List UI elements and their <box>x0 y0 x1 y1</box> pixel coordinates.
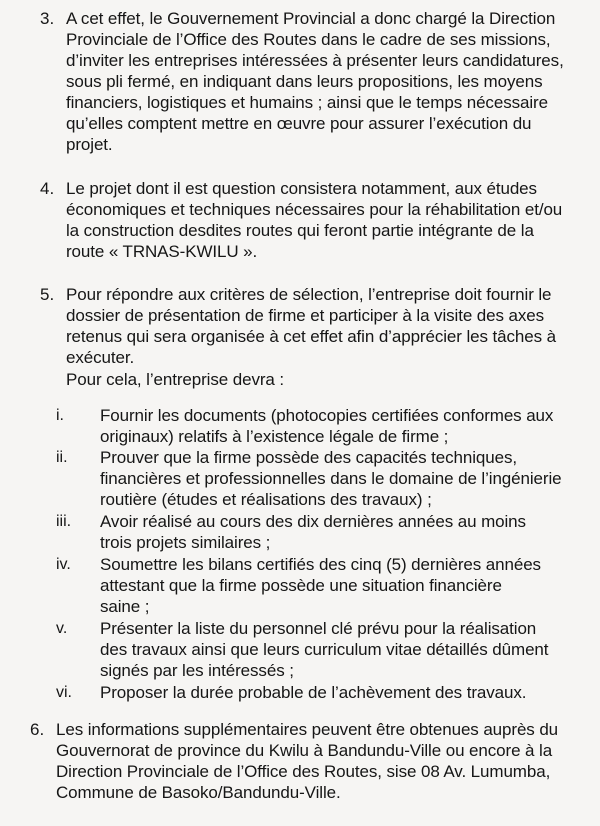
text-line: projet. <box>66 135 113 154</box>
text-line: financières et professionnelles dans le domaine de l’ingénierie <box>100 469 562 488</box>
text-line: Fournir les documents (photocopies certifiées conformes aux <box>100 406 554 425</box>
text-line: Prouver que la firme possède des capacités techniques, <box>100 448 518 467</box>
text-line: exécuter. <box>66 348 135 367</box>
item-number: 5. <box>40 285 55 304</box>
roman-numeral: vi. <box>56 684 72 701</box>
roman-numeral: i. <box>56 407 64 424</box>
roman-numeral: v. <box>56 620 68 637</box>
text-line: financiers, logistiques et humains ; ainsi que le temps nécessaire <box>66 93 548 112</box>
roman-numeral: ii. <box>56 449 68 466</box>
text-line: A cet effet, le Gouvernement Provincial a donc chargé la Direction <box>66 9 556 28</box>
text-line: Gouvernorat de province du Kwilu à Bandundu-Ville ou encore à la <box>56 741 553 760</box>
item-number: 6. <box>30 720 45 739</box>
text-line: d’inviter les entreprises intéressées à présenter leurs candidatures, <box>66 51 564 70</box>
text-line: signés par les intéressés ; <box>100 661 294 680</box>
item-number: 4. <box>40 179 55 198</box>
text-line: Direction Provinciale de l’Office des Routes, sise 08 Av. Lumumba, <box>56 762 551 781</box>
text-line: Provinciale de l’Office des Routes dans le cadre de ses missions, <box>66 30 551 49</box>
roman-numeral: iv. <box>56 556 71 573</box>
text-line: Le projet dont il est question consistera notamment, aux études <box>66 179 537 198</box>
item-number: 3. <box>40 9 55 28</box>
text-line: Pour répondre aux critères de sélection, l’entreprise doit fournir le <box>66 285 552 304</box>
text-line: route « TRNAS-KWILU ». <box>66 242 258 261</box>
text-line: retenus qui sera organisée à cet effet afin d’apprécier les tâches à <box>66 327 556 346</box>
text-line: des travaux ainsi que leurs curriculum vitae détaillés dûment <box>100 640 549 659</box>
text-line: qu’elles comptent mettre en œuvre pour assurer l’exécution du <box>66 114 532 133</box>
text-line: Présenter la liste du personnel clé prévu pour la réalisation <box>100 619 537 638</box>
text-line: originaux) relatifs à l’existence légale de firme ; <box>100 427 449 446</box>
text-line: Commune de Basoko/Bandundu-Ville. <box>56 783 341 802</box>
text-line: saine ; <box>100 597 150 616</box>
roman-numeral: iii. <box>56 513 72 530</box>
text-line: la construction desdites routes qui feront partie intégrante de la <box>66 221 534 240</box>
text-line: Proposer la durée probable de l’achèvement des travaux. <box>100 683 527 702</box>
text-line: dossier de présentation de firme et participer à la visite des axes <box>66 306 545 325</box>
text-line: attestant que la firme possède une situation financière <box>100 576 502 595</box>
text-line: Les informations supplémentaires peuvent être obtenues auprès du <box>56 720 559 739</box>
list-intro: Pour cela, l’entreprise devra : <box>66 370 285 389</box>
text-line: routière (études et réalisations des travaux) ; <box>100 490 432 509</box>
text-line: trois projets similaires ; <box>100 533 271 552</box>
text-line: Avoir réalisé au cours des dix dernières années au moins <box>100 512 526 531</box>
text-line: économiques et techniques nécessaires pour la réhabilitation et/ou <box>66 200 563 219</box>
text-line: Soumettre les bilans certifiés des cinq (5) dernières années <box>100 555 541 574</box>
text-line: sous pli fermé, en indiquant dans leurs propositions, les moyens <box>66 72 543 91</box>
